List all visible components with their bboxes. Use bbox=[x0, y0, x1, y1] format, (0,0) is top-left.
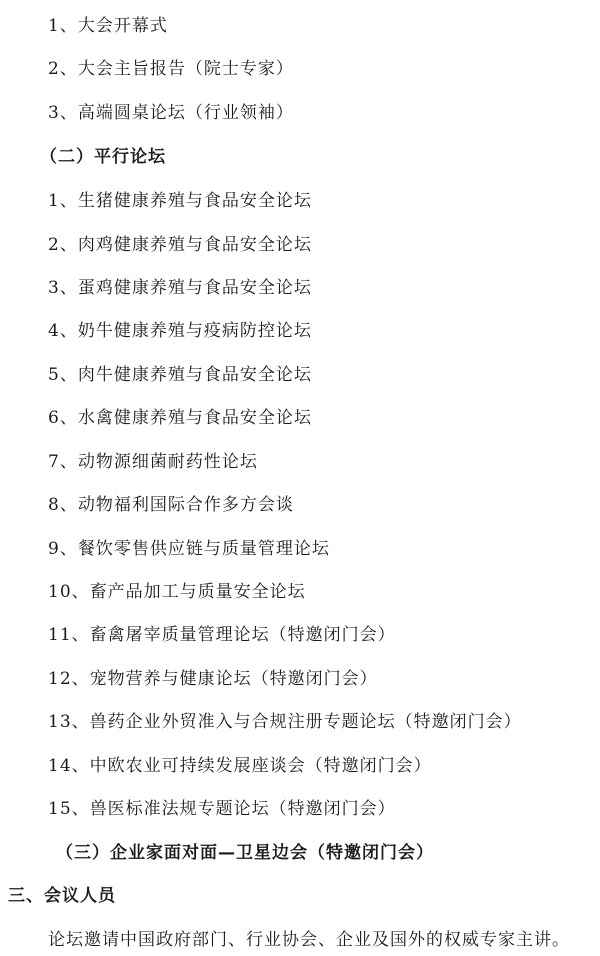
list-item: 2、大会主旨报告（院士专家） bbox=[48, 59, 294, 79]
list-item: 3、蛋鸡健康养殖与食品安全论坛 bbox=[48, 278, 312, 298]
list-item: 11、畜禽屠宰质量管理论坛（特邀闭门会） bbox=[48, 625, 396, 645]
list-item: 9、餐饮零售供应链与质量管理论坛 bbox=[48, 539, 330, 559]
list-item: 1、大会开幕式 bbox=[48, 16, 168, 36]
list-item: 5、肉牛健康养殖与食品安全论坛 bbox=[48, 365, 312, 385]
attendees-paragraph: 论坛邀请中国政府部门、行业协会、企业及国外的权威专家主讲。 bbox=[48, 930, 570, 950]
list-item: 4、奶牛健康养殖与疫病防控论坛 bbox=[48, 321, 312, 341]
section-heading-enterprise: （三）企业家面对面—卫星边会（特邀闭门会） bbox=[56, 843, 434, 863]
list-item: 13、兽药企业外贸准入与合规注册专题论坛（特邀闭门会） bbox=[48, 712, 522, 732]
section-heading-parallel: （二）平行论坛 bbox=[40, 147, 166, 167]
list-item: 12、宠物营养与健康论坛（特邀闭门会） bbox=[48, 669, 378, 689]
list-item: 3、高端圆桌论坛（行业领袖） bbox=[48, 103, 294, 123]
section-heading-attendees: 三、会议人员 bbox=[8, 886, 116, 906]
list-item: 6、水禽健康养殖与食品安全论坛 bbox=[48, 408, 312, 428]
list-item: 8、动物福利国际合作多方会谈 bbox=[48, 495, 294, 515]
list-item: 14、中欧农业可持续发展座谈会（特邀闭门会） bbox=[48, 756, 432, 776]
list-item: 1、生猪健康养殖与食品安全论坛 bbox=[48, 191, 312, 211]
list-item: 7、动物源细菌耐药性论坛 bbox=[48, 452, 258, 472]
list-item: 15、兽医标准法规专题论坛（特邀闭门会） bbox=[48, 799, 396, 819]
list-item: 10、畜产品加工与质量安全论坛 bbox=[48, 582, 306, 602]
list-item: 2、肉鸡健康养殖与食品安全论坛 bbox=[48, 235, 312, 255]
